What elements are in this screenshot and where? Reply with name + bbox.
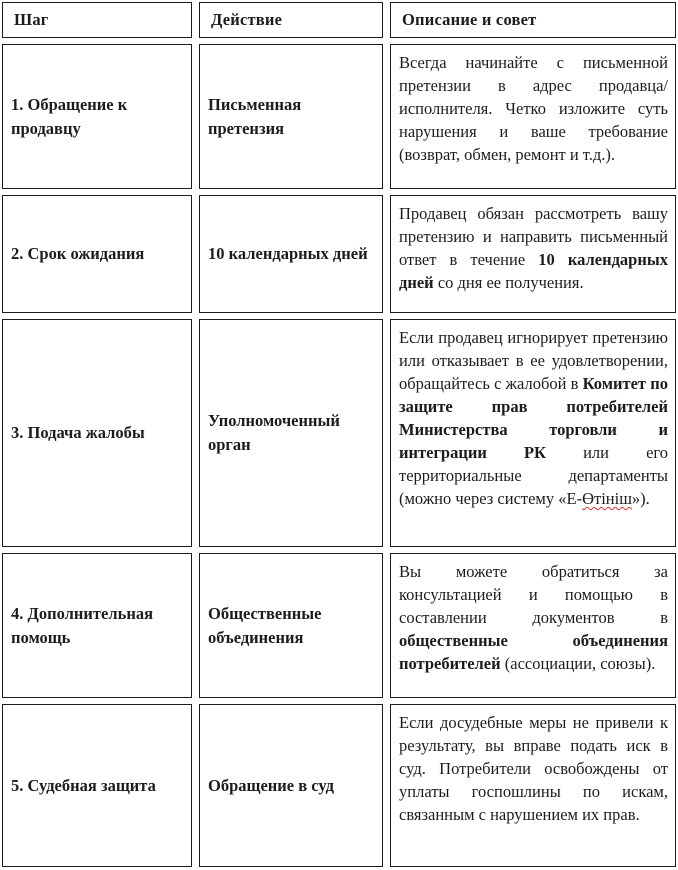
step-label-1: 1. Обращение к продавцу [11,94,128,138]
header-description: Описание и совет [390,2,676,38]
text-segment: »). [631,489,650,508]
action-label-3: Уполномоченный орган [208,411,340,454]
action-cell-3 [199,319,383,547]
text-segment: общественные объединения потребителей [399,631,668,673]
text-segment: 10 календарных дней [399,250,668,292]
text-segment: или его территориальные департаменты (можно через систему «Е- [399,443,668,508]
header-action: Действие [199,2,383,38]
description-cell-5 [390,704,676,867]
description-cell-2 [390,195,676,313]
spellcheck-flagged-text: Өтініш [582,489,632,508]
text-segment: Продавец обязан рассмотреть вашу претензию и направить письменный ответ в течение [399,204,668,269]
text-segment: (ассоциации, союзы). [500,654,656,673]
step-label-3: 3. Подача жалобы [11,423,145,442]
action-label-5: Обращение в суд [208,775,334,795]
action-label-1: Письменная претензия [208,94,302,138]
step-cell-4 [2,553,192,698]
step-cell-5 [2,704,192,867]
action-cell-1 [199,44,383,189]
step-cell-2 [2,195,192,313]
text-segment: Если досудебные меры не привели к результату, вы вправе подать иск в суд. Потребители освобождены от уплаты госпошлины по искам, связанным с нарушением их прав. [399,713,668,824]
text-segment: Если продавец игнорирует претензию или отказывает в ее удовлетворении, обращайтесь с жалобой в [399,328,668,393]
text-segment: Всегда начинайте с письменной претензии в адрес продавца/исполнителя. Четко изложите суть нарушения и ваше требование (возврат, обмен, ремонт и т.д.). [399,53,668,164]
step-label-4: 4. Дополнительная помощь [11,603,154,647]
text-segment: со дня ее получения. [433,273,584,292]
step-cell-1 [2,44,192,189]
header-step: Шаг [2,2,192,38]
description-cell-4 [390,553,676,698]
text-segment: Комитет по защите прав потребителей Министерства торговли и интеграции РК [399,374,668,462]
action-cell-4 [199,553,383,698]
action-cell-2 [199,195,383,313]
description-cell-3 [390,319,676,547]
action-label-2: 10 календарных дней [208,244,368,263]
description-cell-1 [390,44,676,189]
action-cell-5 [199,704,383,867]
step-cell-3 [2,319,192,547]
step-label-5: 5. Судебная защита [11,775,156,795]
action-label-4: Общественные объединения [208,603,322,647]
step-label-2: 2. Срок ожидания [11,244,145,263]
text-segment: Вы можете обратиться за консультацией и помощью в составлении документов в [399,562,668,627]
